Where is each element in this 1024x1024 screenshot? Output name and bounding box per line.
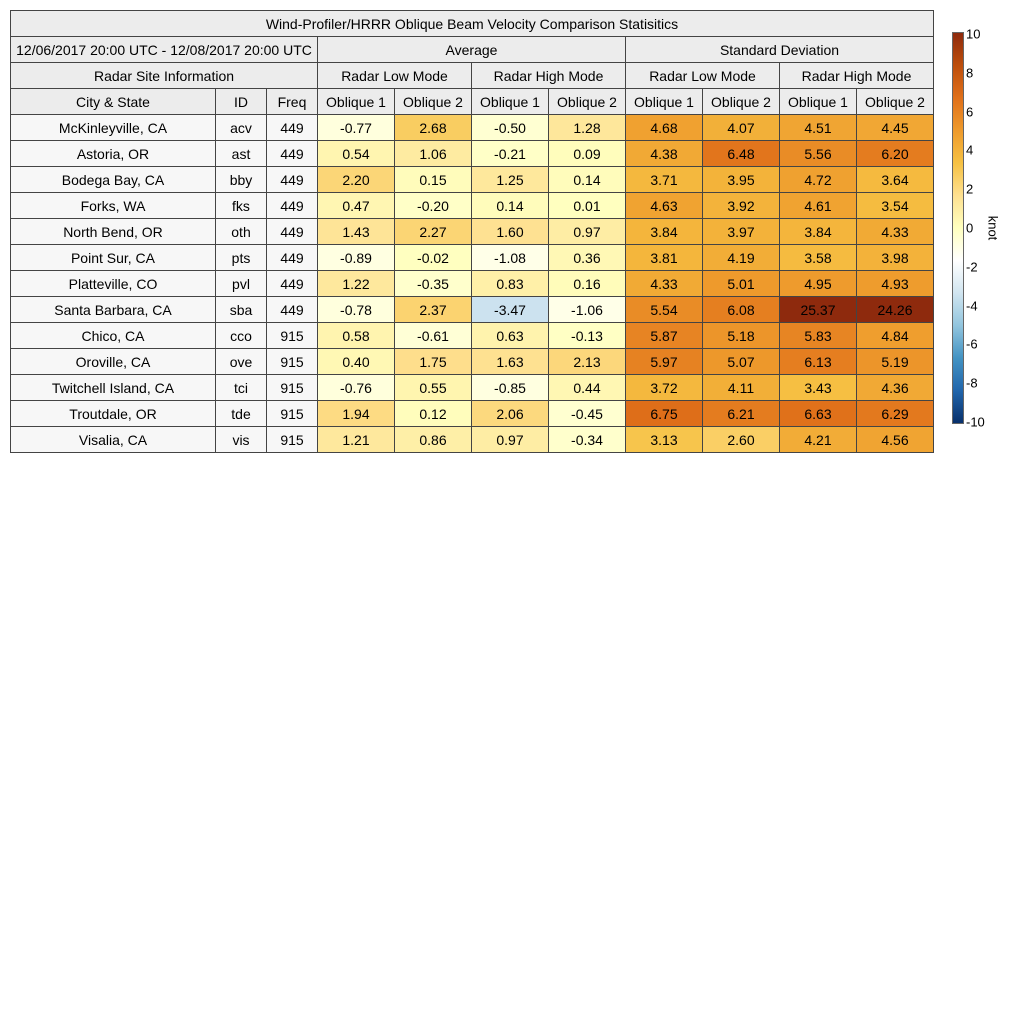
freq-cell: 915: [267, 401, 318, 427]
table-row: [11, 193, 934, 219]
table-row: [11, 427, 934, 453]
table-row: [11, 323, 934, 349]
col-header-std-high-oblique-2: Oblique 2: [857, 89, 934, 115]
id-cell: oth: [216, 219, 267, 245]
value-cell-std-high-oblique-1: 4.95: [780, 271, 857, 297]
value-cell-std-high-oblique-1: 25.37: [780, 297, 857, 323]
value-cell-std-low-oblique-1: 5.54: [626, 297, 703, 323]
value-cell-std-low-oblique-2: 5.18: [703, 323, 780, 349]
value-cell-avg-high-oblique-2: 0.97: [549, 219, 626, 245]
colorbar-tick-label: 2: [966, 181, 974, 197]
value-cell-std-low-oblique-1: 3.13: [626, 427, 703, 453]
value-cell-std-high-oblique-1: 4.61: [780, 193, 857, 219]
city-cell: Bodega Bay, CA: [11, 167, 216, 193]
value-cell-avg-high-oblique-2: -0.45: [549, 401, 626, 427]
freq-cell: 915: [267, 375, 318, 401]
city-cell: Astoria, OR: [11, 141, 216, 167]
value-cell-std-low-oblique-2: 3.95: [703, 167, 780, 193]
colorbar-tick-label: -8: [966, 375, 978, 391]
value-cell-avg-low-oblique-1: 0.58: [318, 323, 395, 349]
freq-cell: 449: [267, 193, 318, 219]
value-cell-avg-high-oblique-2: -0.13: [549, 323, 626, 349]
value-cell-avg-low-oblique-2: 2.27: [395, 219, 472, 245]
value-cell-avg-low-oblique-2: 2.37: [395, 297, 472, 323]
id-cell: tci: [216, 375, 267, 401]
freq-cell: 449: [267, 245, 318, 271]
value-cell-avg-low-oblique-2: 0.12: [395, 401, 472, 427]
col-header-id: ID: [216, 89, 267, 115]
freq-cell: 449: [267, 271, 318, 297]
value-cell-avg-low-oblique-2: 1.06: [395, 141, 472, 167]
value-cell-avg-high-oblique-2: 0.16: [549, 271, 626, 297]
id-cell: acv: [216, 115, 267, 141]
col-header-std-high-oblique-1: Oblique 1: [780, 89, 857, 115]
date-range: 12/06/2017 20:00 UTC - 12/08/2017 20:00 UTC: [11, 37, 318, 63]
table-row: [11, 297, 934, 323]
city-cell: McKinleyville, CA: [11, 115, 216, 141]
value-cell-avg-low-oblique-2: 1.75: [395, 349, 472, 375]
value-cell-std-low-oblique-2: 5.01: [703, 271, 780, 297]
colorbar-tick-label: -10: [966, 414, 985, 430]
id-cell: tde: [216, 401, 267, 427]
freq-cell: 449: [267, 167, 318, 193]
colorbar-tick-label: -4: [966, 298, 978, 314]
col-header-avg-high-oblique-2: Oblique 2: [549, 89, 626, 115]
city-cell: Point Sur, CA: [11, 245, 216, 271]
col-header-freq: Freq: [267, 89, 318, 115]
value-cell-avg-low-oblique-2: 2.68: [395, 115, 472, 141]
freq-cell: 449: [267, 219, 318, 245]
freq-cell: 915: [267, 323, 318, 349]
city-cell: Twitchell Island, CA: [11, 375, 216, 401]
id-cell: bby: [216, 167, 267, 193]
value-cell-std-low-oblique-2: 4.11: [703, 375, 780, 401]
freq-cell: 449: [267, 297, 318, 323]
value-cell-std-low-oblique-1: 3.84: [626, 219, 703, 245]
stats-table: [10, 10, 934, 453]
value-cell-std-high-oblique-2: 4.56: [857, 427, 934, 453]
value-cell-std-high-oblique-2: 6.20: [857, 141, 934, 167]
value-cell-std-high-oblique-2: 3.54: [857, 193, 934, 219]
value-cell-std-high-oblique-1: 5.83: [780, 323, 857, 349]
table-row: [11, 167, 934, 193]
city-cell: Oroville, CA: [11, 349, 216, 375]
value-cell-avg-high-oblique-2: 2.13: [549, 349, 626, 375]
city-cell: North Bend, OR: [11, 219, 216, 245]
value-cell-std-high-oblique-1: 4.72: [780, 167, 857, 193]
col-header-city: City & State: [11, 89, 216, 115]
id-cell: ove: [216, 349, 267, 375]
value-cell-avg-low-oblique-2: -0.61: [395, 323, 472, 349]
value-cell-std-low-oblique-2: 5.07: [703, 349, 780, 375]
value-cell-avg-low-oblique-2: 0.55: [395, 375, 472, 401]
value-cell-std-high-oblique-2: 4.45: [857, 115, 934, 141]
colorbar: [952, 32, 964, 424]
freq-cell: 915: [267, 427, 318, 453]
table-row: [11, 401, 934, 427]
value-cell-avg-high-oblique-2: 0.01: [549, 193, 626, 219]
value-cell-std-low-oblique-2: 6.21: [703, 401, 780, 427]
city-cell: Visalia, CA: [11, 427, 216, 453]
colorbar-unit-label: knot: [985, 215, 1001, 241]
value-cell-std-low-oblique-1: 3.72: [626, 375, 703, 401]
value-cell-avg-high-oblique-1: 0.83: [472, 271, 549, 297]
colorbar-tick-label: 0: [966, 220, 974, 236]
value-cell-avg-low-oblique-1: 0.47: [318, 193, 395, 219]
value-cell-avg-low-oblique-1: -0.78: [318, 297, 395, 323]
value-cell-avg-low-oblique-1: 2.20: [318, 167, 395, 193]
table-row: [11, 375, 934, 401]
value-cell-avg-high-oblique-1: 1.60: [472, 219, 549, 245]
colorbar-tick-label: -6: [966, 336, 978, 352]
value-cell-avg-high-oblique-1: -3.47: [472, 297, 549, 323]
value-cell-std-low-oblique-2: 2.60: [703, 427, 780, 453]
value-cell-std-low-oblique-1: 4.33: [626, 271, 703, 297]
group-std-dev: Standard Deviation: [626, 37, 934, 63]
table-row: [11, 349, 934, 375]
site-info-header: Radar Site Information: [11, 63, 318, 89]
value-cell-std-low-oblique-2: 6.48: [703, 141, 780, 167]
value-cell-avg-low-oblique-1: 1.21: [318, 427, 395, 453]
value-cell-std-high-oblique-1: 4.51: [780, 115, 857, 141]
table-row: [11, 141, 934, 167]
value-cell-std-high-oblique-1: 5.56: [780, 141, 857, 167]
id-cell: pvl: [216, 271, 267, 297]
city-cell: Chico, CA: [11, 323, 216, 349]
value-cell-std-low-oblique-2: 4.07: [703, 115, 780, 141]
city-cell: Platteville, CO: [11, 271, 216, 297]
value-cell-std-high-oblique-2: 5.19: [857, 349, 934, 375]
value-cell-std-high-oblique-1: 6.13: [780, 349, 857, 375]
value-cell-avg-high-oblique-2: -0.34: [549, 427, 626, 453]
value-cell-avg-low-oblique-1: 1.43: [318, 219, 395, 245]
col-header-std-low-oblique-2: Oblique 2: [703, 89, 780, 115]
value-cell-std-high-oblique-2: 4.93: [857, 271, 934, 297]
value-cell-avg-low-oblique-1: -0.89: [318, 245, 395, 271]
value-cell-std-high-oblique-2: 3.64: [857, 167, 934, 193]
value-cell-avg-low-oblique-2: -0.35: [395, 271, 472, 297]
value-cell-std-high-oblique-2: 4.33: [857, 219, 934, 245]
value-cell-avg-low-oblique-1: 1.94: [318, 401, 395, 427]
value-cell-std-high-oblique-2: 6.29: [857, 401, 934, 427]
colorbar-tick-label: -2: [966, 259, 978, 275]
value-cell-avg-low-oblique-2: -0.20: [395, 193, 472, 219]
value-cell-avg-high-oblique-2: 0.09: [549, 141, 626, 167]
value-cell-std-high-oblique-2: 4.36: [857, 375, 934, 401]
colorbar-tick-label: 10: [966, 26, 981, 42]
value-cell-std-low-oblique-2: 4.19: [703, 245, 780, 271]
table-row: [11, 115, 934, 141]
value-cell-std-high-oblique-1: 3.43: [780, 375, 857, 401]
col-header-avg-low-oblique-2: Oblique 2: [395, 89, 472, 115]
value-cell-std-high-oblique-1: 3.58: [780, 245, 857, 271]
id-cell: vis: [216, 427, 267, 453]
value-cell-avg-low-oblique-2: 0.86: [395, 427, 472, 453]
colorbar-tick-label: 6: [966, 104, 974, 120]
freq-cell: 449: [267, 115, 318, 141]
freq-cell: 449: [267, 141, 318, 167]
value-cell-avg-high-oblique-2: 1.28: [549, 115, 626, 141]
id-cell: pts: [216, 245, 267, 271]
value-cell-std-low-oblique-1: 4.38: [626, 141, 703, 167]
city-cell: Forks, WA: [11, 193, 216, 219]
value-cell-std-high-oblique-1: 6.63: [780, 401, 857, 427]
value-cell-avg-high-oblique-1: -0.50: [472, 115, 549, 141]
city-cell: Troutdale, OR: [11, 401, 216, 427]
city-cell: Santa Barbara, CA: [11, 297, 216, 323]
value-cell-avg-high-oblique-1: -0.21: [472, 141, 549, 167]
value-cell-avg-high-oblique-1: 0.97: [472, 427, 549, 453]
freq-cell: 915: [267, 349, 318, 375]
colorbar-tick-label: 8: [966, 65, 974, 81]
value-cell-avg-high-oblique-2: -1.06: [549, 297, 626, 323]
value-cell-avg-low-oblique-1: -0.77: [318, 115, 395, 141]
table-body: [11, 115, 934, 453]
value-cell-std-low-oblique-1: 3.81: [626, 245, 703, 271]
table-row: [11, 271, 934, 297]
value-cell-std-low-oblique-1: 5.97: [626, 349, 703, 375]
value-cell-avg-low-oblique-2: -0.02: [395, 245, 472, 271]
value-cell-std-low-oblique-1: 4.68: [626, 115, 703, 141]
value-cell-std-high-oblique-1: 4.21: [780, 427, 857, 453]
value-cell-avg-low-oblique-2: 0.15: [395, 167, 472, 193]
value-cell-avg-low-oblique-1: 0.54: [318, 141, 395, 167]
value-cell-avg-high-oblique-1: 0.14: [472, 193, 549, 219]
value-cell-avg-low-oblique-1: 0.40: [318, 349, 395, 375]
value-cell-std-low-oblique-1: 4.63: [626, 193, 703, 219]
value-cell-avg-high-oblique-2: 0.14: [549, 167, 626, 193]
value-cell-std-high-oblique-2: 24.26: [857, 297, 934, 323]
value-cell-std-high-oblique-1: 3.84: [780, 219, 857, 245]
value-cell-std-high-oblique-2: 3.98: [857, 245, 934, 271]
col-header-avg-low-oblique-1: Oblique 1: [318, 89, 395, 115]
value-cell-std-low-oblique-2: 3.97: [703, 219, 780, 245]
std-high-mode: Radar High Mode: [780, 63, 934, 89]
id-cell: cco: [216, 323, 267, 349]
table-row: [11, 219, 934, 245]
group-average: Average: [318, 37, 626, 63]
value-cell-std-low-oblique-1: 3.71: [626, 167, 703, 193]
value-cell-std-low-oblique-1: 5.87: [626, 323, 703, 349]
value-cell-avg-high-oblique-1: 2.06: [472, 401, 549, 427]
colorbar-tick-label: 4: [966, 142, 974, 158]
std-low-mode: Radar Low Mode: [626, 63, 780, 89]
col-header-std-low-oblique-1: Oblique 1: [626, 89, 703, 115]
value-cell-avg-high-oblique-1: -0.85: [472, 375, 549, 401]
avg-high-mode: Radar High Mode: [472, 63, 626, 89]
table-row: [11, 245, 934, 271]
value-cell-avg-high-oblique-2: 0.36: [549, 245, 626, 271]
value-cell-avg-high-oblique-1: 1.25: [472, 167, 549, 193]
value-cell-avg-high-oblique-1: 0.63: [472, 323, 549, 349]
table-title: Wind-Profiler/HRRR Oblique Beam Velocity Comparison Statisitics: [11, 11, 934, 37]
value-cell-std-low-oblique-1: 6.75: [626, 401, 703, 427]
avg-low-mode: Radar Low Mode: [318, 63, 472, 89]
value-cell-std-low-oblique-2: 6.08: [703, 297, 780, 323]
id-cell: ast: [216, 141, 267, 167]
value-cell-avg-high-oblique-2: 0.44: [549, 375, 626, 401]
value-cell-avg-low-oblique-1: 1.22: [318, 271, 395, 297]
id-cell: sba: [216, 297, 267, 323]
value-cell-avg-low-oblique-1: -0.76: [318, 375, 395, 401]
value-cell-avg-high-oblique-1: 1.63: [472, 349, 549, 375]
value-cell-std-high-oblique-2: 4.84: [857, 323, 934, 349]
id-cell: fks: [216, 193, 267, 219]
value-cell-avg-high-oblique-1: -1.08: [472, 245, 549, 271]
value-cell-std-low-oblique-2: 3.92: [703, 193, 780, 219]
col-header-avg-high-oblique-1: Oblique 1: [472, 89, 549, 115]
